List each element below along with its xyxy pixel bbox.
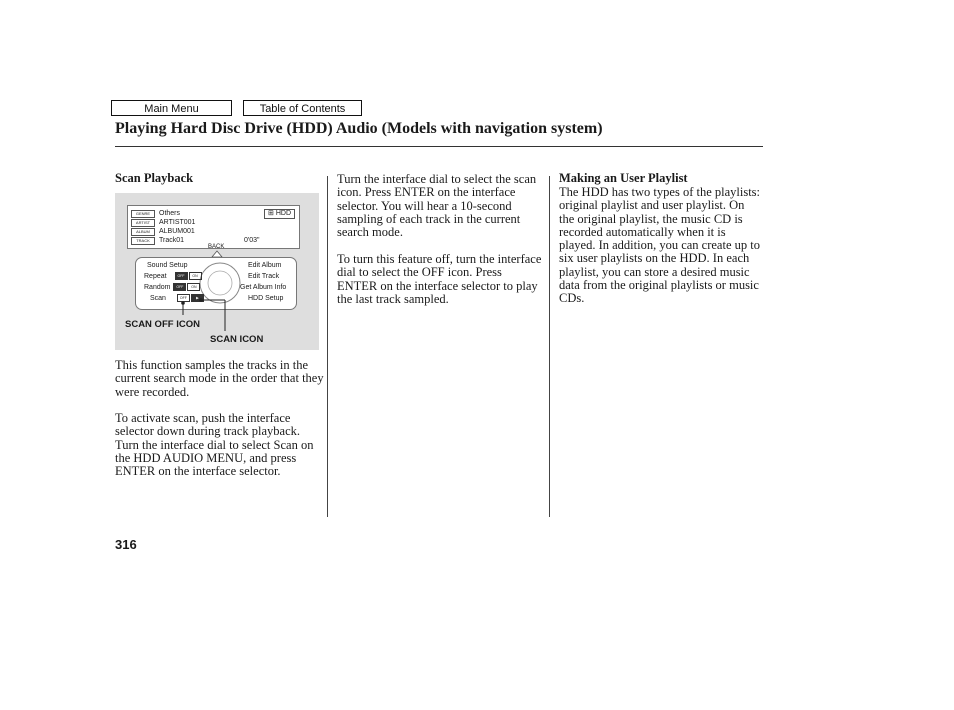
repeat-on-tag: ON	[189, 272, 202, 280]
hdd-screen-illustration	[115, 193, 319, 350]
genre-tag: GENRE	[131, 210, 155, 218]
title-divider	[115, 146, 763, 147]
menu-get-album-info: Get Album Info	[240, 284, 287, 291]
menu-sound-setup: Sound Setup	[147, 262, 188, 269]
hdd-badge: ⊞ HDD	[264, 209, 295, 219]
random-off-tag: OFF	[173, 283, 186, 291]
table-of-contents-button[interactable]: Table of Contents	[243, 100, 362, 116]
page-number: 316	[115, 537, 137, 552]
genre-value: Others	[159, 210, 181, 217]
col1-paragraph-2: To activate scan, push the interface selector down during track playback. Turn the interface dial to select Scan on the HDD AUDIO MENU, and press ENTER on the interface selector.	[115, 411, 314, 479]
track-tag: TRACK	[131, 237, 155, 245]
making-user-playlist-heading: Making an User Playlist	[559, 171, 688, 185]
column-divider-1	[327, 176, 328, 517]
elapsed-time: 0'03"	[244, 237, 260, 244]
menu-edit-track: Edit Track	[248, 273, 280, 280]
col2-paragraph-1: Turn the interface dial to select the scan icon. Press ENTER on the interface selector. You will hear a 10-second sampling of each track in the current search mode.	[337, 172, 537, 240]
page-title: Playing Hard Disc Drive (HDD) Audio (Models with navigation system)	[115, 120, 603, 137]
artist-tag: ARTIST	[131, 219, 155, 227]
col3-paragraph: The HDD has two types of the playlists: original playlist and user playlist. On the original playlist, the music CD is recorded automatically when it is played. In addition, you can create up to six user playlists on the HDD. In each playlist, you can store a desired music data from the original playlists or music CDs.	[559, 185, 761, 306]
menu-hdd-setup: HDD Setup	[248, 295, 284, 302]
track-value: Track01	[159, 237, 185, 244]
column-divider-2	[549, 176, 550, 517]
col1-paragraph-1: This function samples the tracks in the current search mode in the order that they were recorded.	[115, 358, 324, 399]
hdd-icon: ⊞	[268, 210, 274, 217]
menu-random: Random OFF ON	[144, 283, 200, 292]
main-menu-button[interactable]: Main Menu	[111, 100, 232, 116]
artist-value: ARTIST001	[159, 219, 196, 226]
scan-icon-callout: SCAN ICON	[210, 334, 264, 345]
menu-repeat: Repeat OFF ON	[144, 272, 202, 281]
random-on-tag: ON	[187, 283, 200, 291]
col2-paragraph-2: To turn this feature off, turn the interface dial to select the OFF icon. Press ENTER on the interface selector to play the last track sampled.	[337, 252, 542, 306]
menu-edit-album: Edit Album	[248, 262, 282, 269]
scan-icon: ▶	[191, 294, 204, 302]
back-label: BACK	[208, 244, 225, 250]
scan-playback-heading: Scan Playback	[115, 171, 194, 185]
scan-off-icon-callout: SCAN OFF ICON	[125, 319, 200, 330]
menu-scan: Scan OFF ▶	[150, 294, 204, 303]
album-tag: ALBUM	[131, 228, 155, 236]
scan-off-icon: OFF	[177, 294, 190, 302]
album-value: ALBUM001	[159, 228, 195, 235]
repeat-off-tag: OFF	[175, 272, 188, 280]
